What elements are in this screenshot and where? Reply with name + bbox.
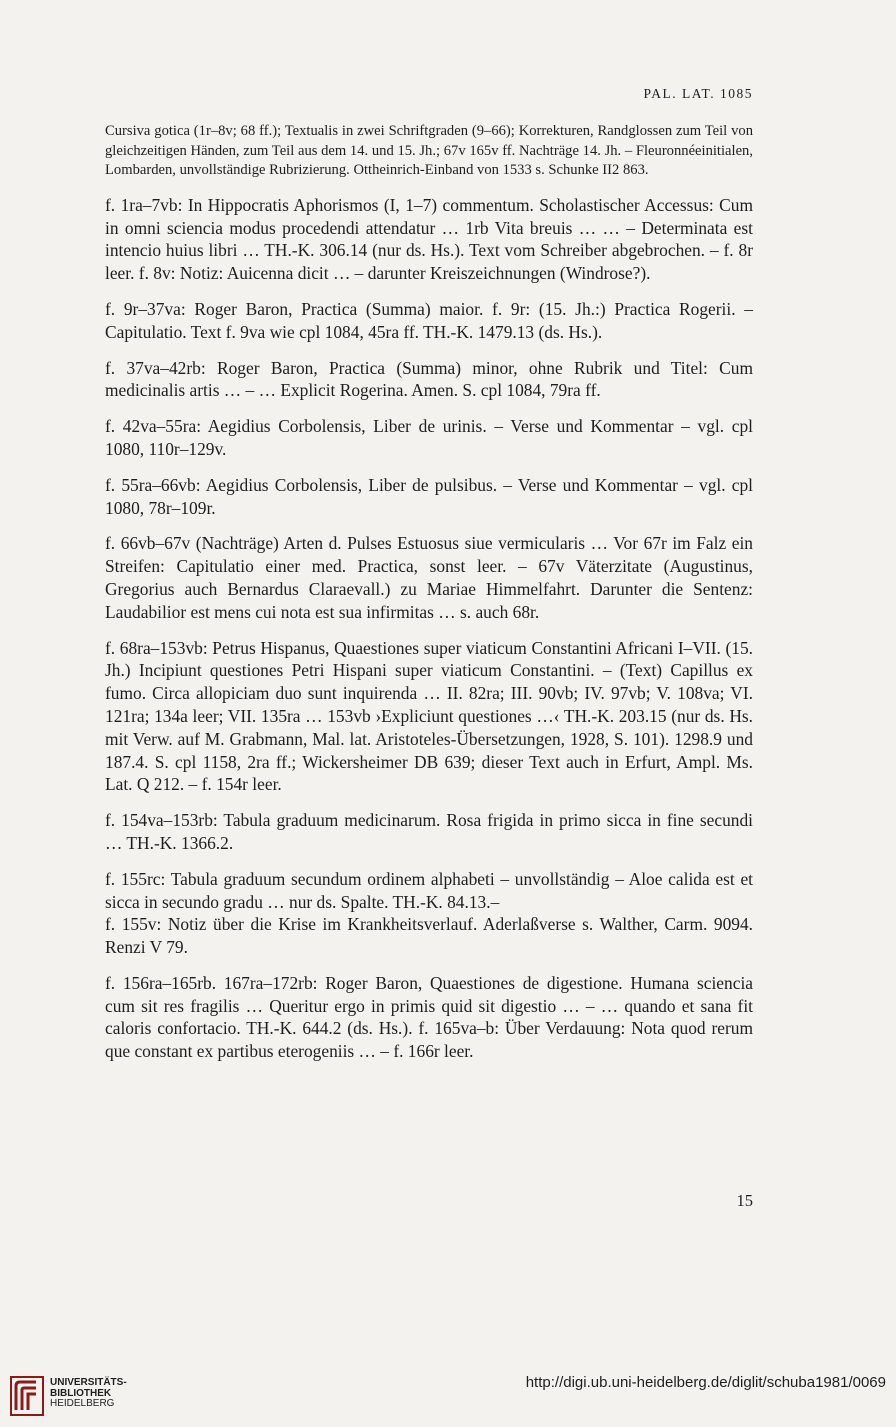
library-name: [50, 1378, 127, 1410]
library-name-line: UNIVERSITÄTS-: [50, 1377, 127, 1388]
entry-tabula-graduum-alphabeti: f. 155rc: Tabula graduum secundum ordinem alphabeti – unvollständig – Aloe calida est et sicca in secundo gradu … nur ds. Spalte. TH.-K. 84.13.–: [105, 868, 753, 912]
library-name-line: BIBLIOTHEK: [50, 1387, 112, 1399]
entry-notiz-krise: f. 155v: Notiz über die Krise im Krankheitsverlauf. Aderlaßverse s. Walther, Carm. 9094. Renzi V 79.: [105, 914, 753, 958]
page-number: 15: [736, 1191, 753, 1210]
digitization-footer: [0, 1368, 896, 1427]
entry-hippocratis-aphorismos: f. 1ra–7vb: In Hippocratis Aphorismos (I, 1–7) commentum. Scholastischer Accessus: Cum in omni sciencia modus procedendi attendatur … 1rb Vita breuis … … – Determinata est intencio huius libri … TH.-K. 306.14 (nur ds. Hs.). Text vom Schreiber abgebrochen. – f. 8r leer. f. 8v: Notiz: Auicenna dicit … – darunter Kreiszeichnungen (Windrose?).: [105, 194, 753, 284]
entry-nachtraege: f. 66vb–67v (Nachträge) Arten d. Pulses Estuosus siue vermicularis … Vor 67r im Falz ein Streifen: Capitulatio einer med. Practica, sonst leer. – 67v Väterzitate (Augustinus, Gregorius auch Bernardus Claraevall.) zu Mariae Himmelfahrt. Darunter die Sentenz: Laudabilior est mens cui nota est sua infirmitas … s. auch 68r.: [105, 533, 753, 622]
running-head: PAL. LAT. 1085: [643, 86, 753, 101]
library-name-line: HEIDELBERG: [50, 1398, 115, 1409]
entry-tabula-graduum-medicinarum: f. 154va–153rb: Tabula graduum medicinarum. Rosa frigida in primo sicca in fine secundi … TH.-K. 1366.2.: [105, 810, 753, 853]
source-url-link[interactable]: http://digi.ub.uni-heidelberg.de/diglit/schuba1981/0069: [525, 1374, 886, 1391]
library-logo-icon: [10, 1376, 44, 1416]
catalog-entry: [105, 122, 753, 1076]
manuscript-description: Cursiva gotica (1r–8v; 68 ff.); Textualis in zwei Schriftgraden (9–66); Korrekturen, Randglossen zum Teil von gleichzeitigen Händen, zum Teil aus dem 14. und 15. Jh.; 67v 165v ff. Nachträge 14. Jh. – Fleuronnéeinitialen, Lombarden, unvollständige Rubrizierung. Ottheinrich-Einband von 1533 s. Schunke II2 863.: [105, 123, 753, 179]
entry-practica-maior: f. 9r–37va: Roger Baron, Practica (Summa) maior. f. 9r: (15. Jh.:) Practica Rogerii. – Capitulatio. Text f. 9va wie cpl 1084, 45ra ff. TH.-K. 1479.13 (ds. Hs.).: [105, 298, 753, 342]
entry-liber-de-urinis: f. 42va–55ra: Aegidius Corbolensis, Liber de urinis. – Verse und Kommentar – vgl. cpl 1080, 110r–129v.: [105, 416, 753, 459]
entry-quaestiones-de-digestione: f. 156ra–165rb. 167ra–172rb: Roger Baron, Quaestiones de digestione. Humana sciencia cum sit res fragilis … Queritur ergo in primis quid sit digestio … – … quando et sana fit caloris confortacio. TH.-K. 644.2 (ds. Hs.). f. 165va–b: Über Verdauung: Nota quod rerum que constant ex partibus eterogeniis … – f. 166r leer.: [105, 972, 753, 1062]
entry-liber-de-pulsibus: f. 55ra–66vb: Aegidius Corbolensis, Liber de pulsibus. – Verse und Kommentar – vgl. cpl 1080, 78r–109r.: [105, 474, 753, 518]
entry-petrus-hispanus: f. 68ra–153vb: Petrus Hispanus, Quaestiones super viaticum Constantini Africani I–VII. (15. Jh.) Incipiunt questiones Petri Hispani super viaticum Constantini. – (Text) Capillus ex fumo. Circa allopiciam duo sunt inquirenda … II. 82ra; III. 90vb; IV. 97vb; V. 108va; VI. 121ra; 134a leer; VII. 135ra … 153vb ›Expliciunt questiones …‹ TH.-K. 203.15 (nur ds. Hs. mit Verw. auf M. Grabmann, Mal. lat. Aristoteles-Übersetzungen, 1928, S. 101). 1298.9 und 187.4. S. cpl 1158, 2ra ff.; Wickersheimer DB 639; dieser Text auch in Erfurt, Ampl. Ms. Lat. Q 212. – f. 154r leer.: [105, 637, 753, 795]
entry-practica-minor: f. 37va–42rb: Roger Baron, Practica (Summa) minor, ohne Rubrik und Titel: Cum medicinalis artis … – … Explicit Rogerina. Amen. S. cpl 1084, 79ra ff.: [105, 357, 753, 401]
